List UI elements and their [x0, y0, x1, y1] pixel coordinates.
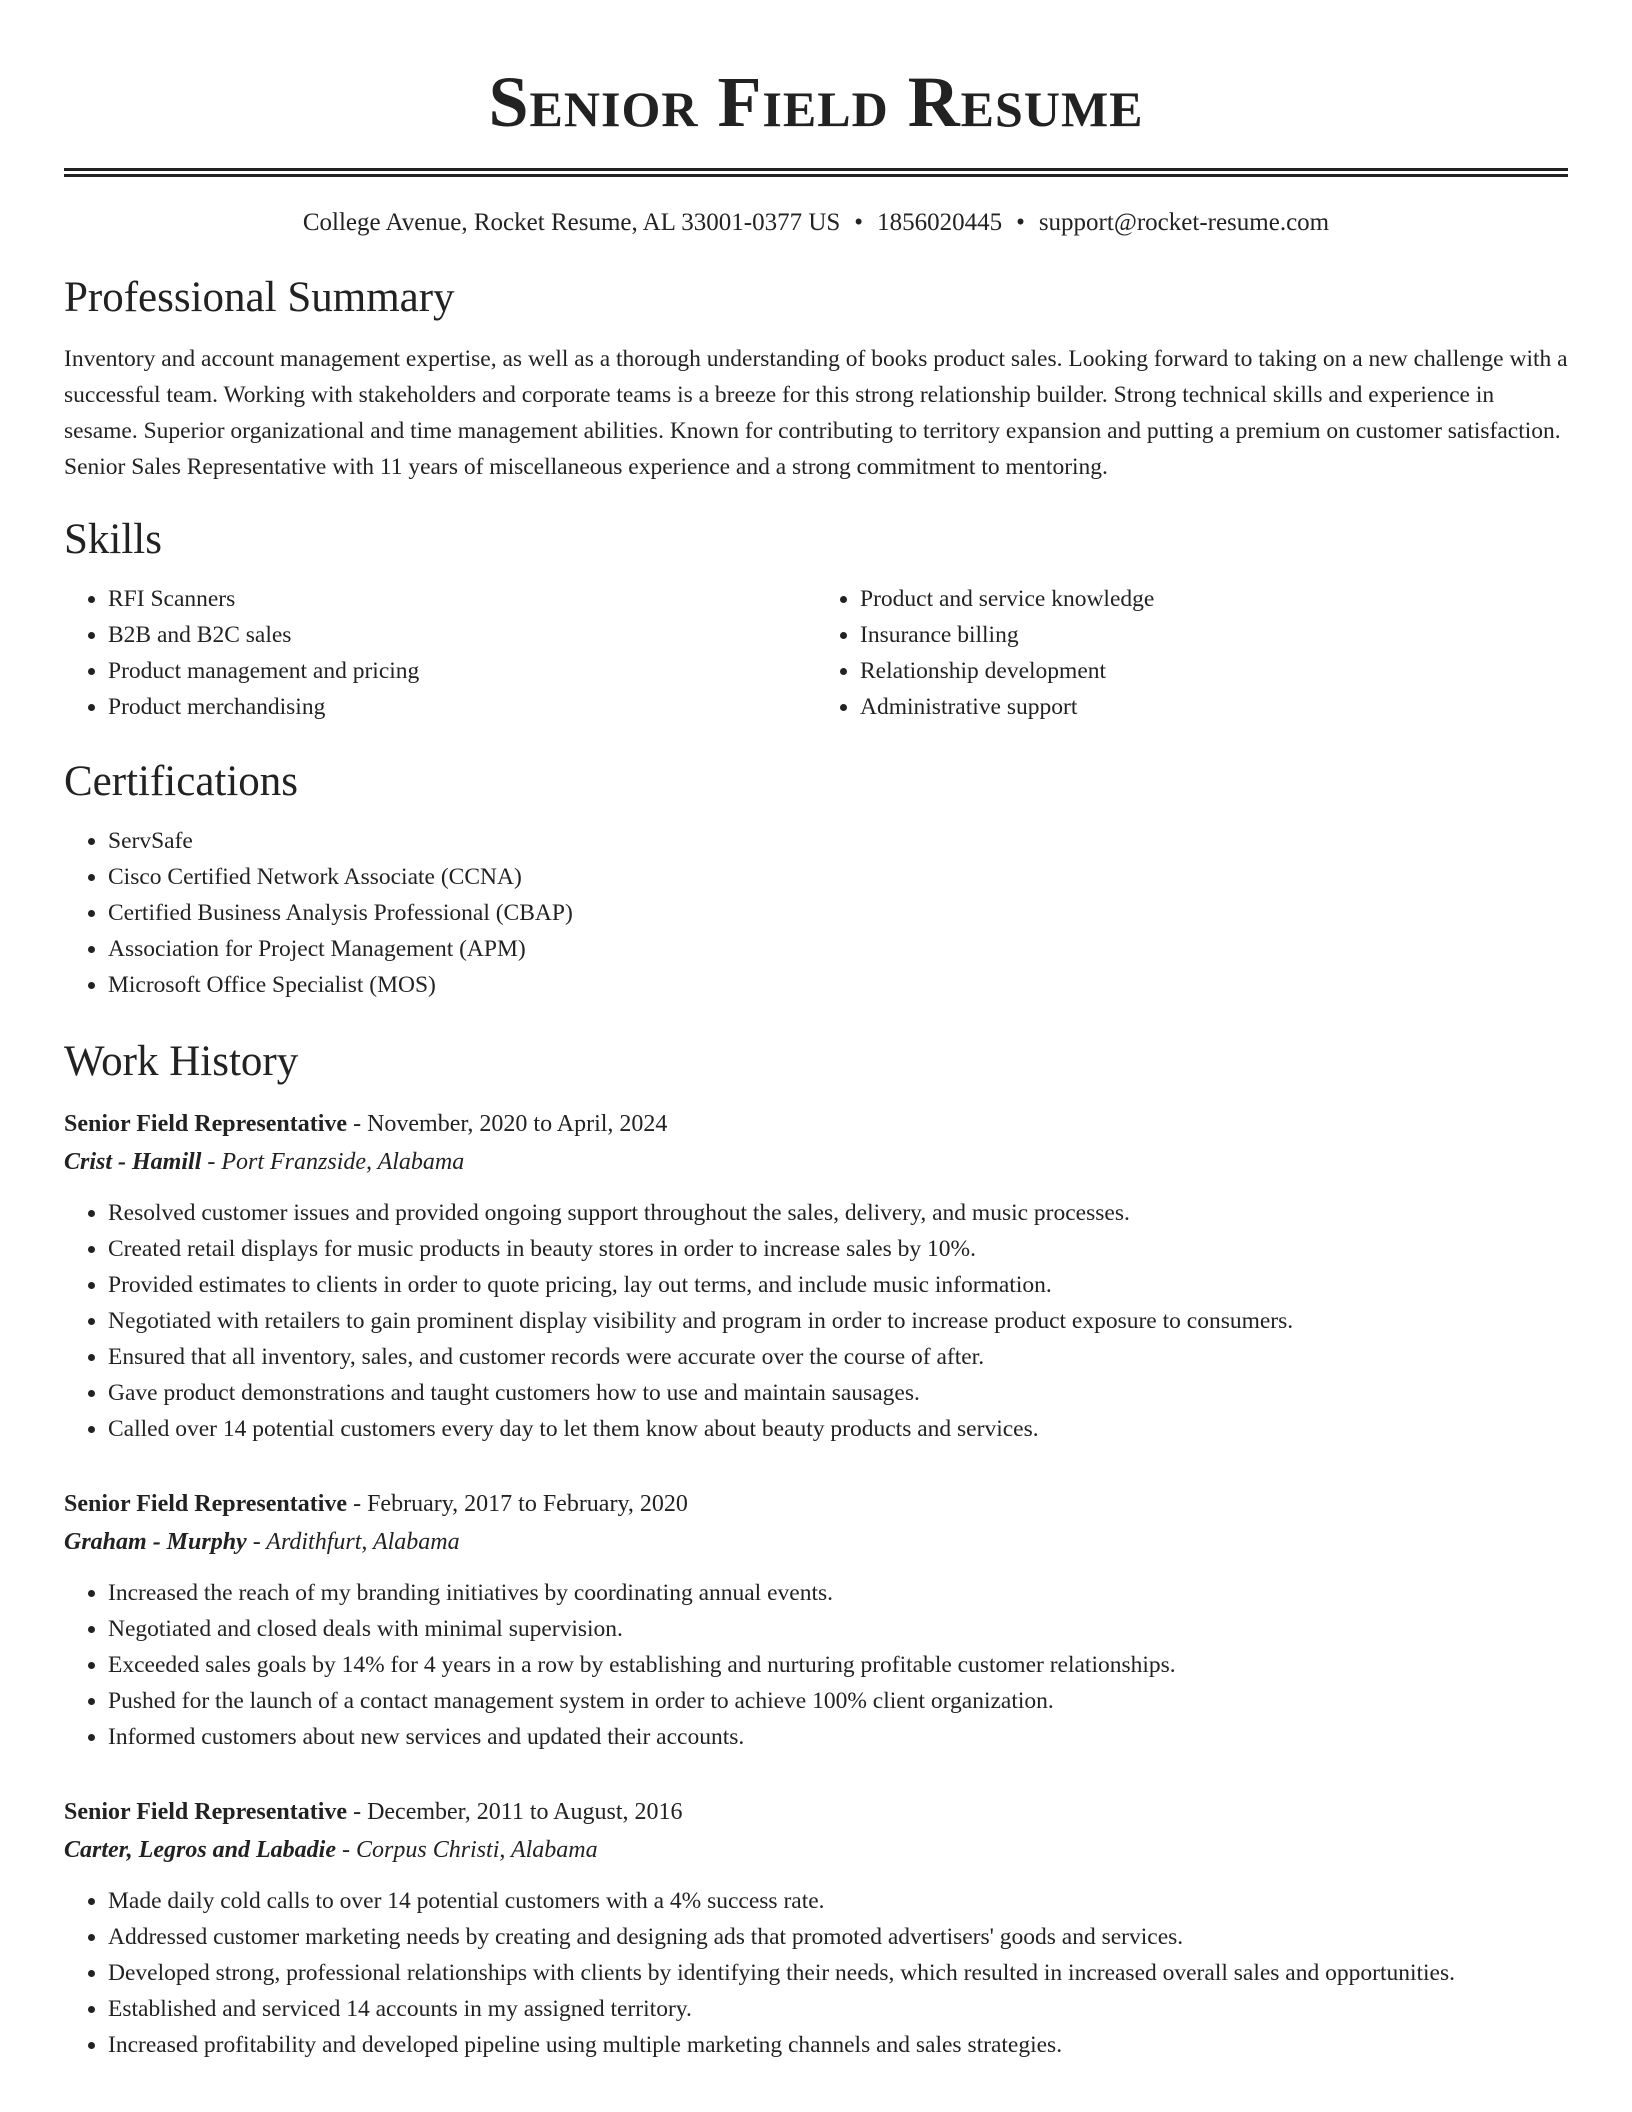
job-title-line — [64, 1485, 1568, 1523]
job-bullet: • Established and serviced 14 accounts in my assigned territory. — [108, 1991, 1568, 2027]
job-location: - Corpus Christi, Alabama — [336, 1837, 598, 1863]
contact-separator: • — [1016, 209, 1025, 236]
job-bullets — [64, 1883, 1568, 2063]
job-entry — [64, 1793, 1568, 2063]
certification-item: • Cisco Certified Network Associate (CCNA) — [108, 859, 1568, 895]
job-bullet: • Negotiated and closed deals with minimal supervision. — [108, 1611, 1568, 1647]
certifications-section — [64, 757, 1568, 1003]
certification-item: • ServSafe — [108, 823, 1568, 859]
job-dates: - February, 2017 to February, 2020 — [347, 1491, 688, 1517]
contact-email: support@rocket-resume.com — [1038, 209, 1330, 236]
work-history-section — [64, 1037, 1568, 2063]
contact-address: College Avenue, Rocket Resume, AL 33001-0377 US — [302, 209, 841, 236]
job-location: - Ardithfurt, Alabama — [246, 1529, 460, 1555]
job-role: Senior Field Representative — [64, 1491, 348, 1517]
job-title-line — [64, 1793, 1568, 1831]
certification-item: • Microsoft Office Specialist (MOS) — [108, 967, 1568, 1003]
job-company-line — [64, 1831, 1568, 1869]
job-company: Graham - Murphy — [64, 1529, 247, 1555]
contact-phone: 1856020445 — [877, 209, 1003, 236]
job-company: Carter, Legros and Labadie — [64, 1837, 337, 1863]
skill-item: • Product merchandising — [108, 689, 816, 725]
summary-text: Inventory and account management expertise, as well as a thorough understanding of books product sales. Looking forward to taking on a new challenge with a successful team. Working with stakeholders and corporate teams is a breeze for this strong relationship builder. Strong technical skills and experience in sesame. Superior organizational and time management abilities. Known for contributing to territory expansion and putting a premium on customer satisfaction. Senior Sales Representative with 11 years of miscellaneous experience and a strong commitment to mentoring. — [64, 346, 1568, 480]
job-role: Senior Field Representative — [64, 1111, 348, 1137]
work-history-heading: Work History — [64, 1038, 299, 1085]
skills-section — [64, 515, 1568, 725]
certifications-heading: Certifications — [64, 758, 299, 805]
certification-item: • Association for Project Management (APM) — [108, 931, 1568, 967]
job-bullet: • Negotiated with retailers to gain prominent display visibility and program in order to increase product exposure to consumers. — [108, 1303, 1568, 1339]
title-double-rule — [64, 168, 1568, 177]
skills-column-right — [816, 581, 1568, 725]
job-bullet: • Increased profitability and developed pipeline using multiple marketing channels and sales strategies. — [108, 2027, 1568, 2063]
skill-item: • B2B and B2C sales — [108, 617, 816, 653]
job-bullet: • Ensured that all inventory, sales, and customer records were accurate over the course of after. — [108, 1339, 1568, 1375]
certifications-list — [64, 823, 1568, 1003]
skill-item: • Administrative support — [860, 689, 1568, 725]
skill-item: • Relationship development — [860, 653, 1568, 689]
job-location: - Port Franzside, Alabama — [201, 1149, 465, 1175]
skill-item: • Product management and pricing — [108, 653, 816, 689]
job-bullet: • Provided estimates to clients in order to quote pricing, lay out terms, and include music information. — [108, 1267, 1568, 1303]
skill-item: • RFI Scanners — [108, 581, 816, 617]
job-bullet: • Resolved customer issues and provided ongoing support throughout the sales, delivery, and music processes. — [108, 1195, 1568, 1231]
job-bullet: • Addressed customer marketing needs by creating and designing ads that promoted advertisers' goods and services. — [108, 1919, 1568, 1955]
job-bullet: • Called over 14 potential customers every day to let them know about beauty products and services. — [108, 1411, 1568, 1447]
skills-heading: Skills — [64, 516, 162, 563]
job-entry — [64, 1485, 1568, 1755]
job-title-line — [64, 1105, 1568, 1143]
job-bullets — [64, 1195, 1568, 1447]
certification-item: • Certified Business Analysis Professional (CBAP) — [108, 895, 1568, 931]
contact-separator: • — [854, 209, 864, 236]
contact-line — [64, 207, 1568, 239]
job-company-line — [64, 1523, 1568, 1561]
job-company: Crist - Hamill — [64, 1149, 202, 1175]
job-bullet: • Informed customers about new services and updated their accounts. — [108, 1719, 1568, 1755]
job-company-line — [64, 1143, 1568, 1181]
job-bullet: • Made daily cold calls to over 14 potential customers with a 4% success rate. — [108, 1883, 1568, 1919]
job-bullet: • Developed strong, professional relationships with clients by identifying their needs, which resulted in increased overall sales and opportunities. — [108, 1955, 1568, 1991]
job-entry — [64, 1105, 1568, 1447]
skills-column-left — [64, 581, 816, 725]
skills-grid — [64, 581, 1568, 725]
professional-summary-section — [64, 273, 1568, 485]
job-bullet: • Exceeded sales goals by 14% for 4 years in a row by establishing and nurturing profitable customer relationships. — [108, 1647, 1568, 1683]
job-dates: - November, 2020 to April, 2024 — [347, 1111, 668, 1137]
job-dates: - December, 2011 to August, 2016 — [347, 1799, 683, 1825]
job-bullet: • Created retail displays for music products in beauty stores in order to increase sales by 10%. — [108, 1231, 1568, 1267]
job-role: Senior Field Representative — [64, 1799, 348, 1825]
summary-heading: Professional Summary — [64, 274, 455, 321]
skill-item: • Insurance billing — [860, 617, 1568, 653]
job-bullet: • Pushed for the launch of a contact management system in order to achieve 100% client organization. — [108, 1683, 1568, 1719]
job-bullet: • Increased the reach of my branding initiatives by coordinating annual events. — [108, 1575, 1568, 1611]
resume-title: Senior Field Resume — [488, 62, 1144, 142]
skill-item: • Product and service knowledge — [860, 581, 1568, 617]
job-bullets — [64, 1575, 1568, 1755]
job-bullet: • Gave product demonstrations and taught customers how to use and maintain sausages. — [108, 1375, 1568, 1411]
